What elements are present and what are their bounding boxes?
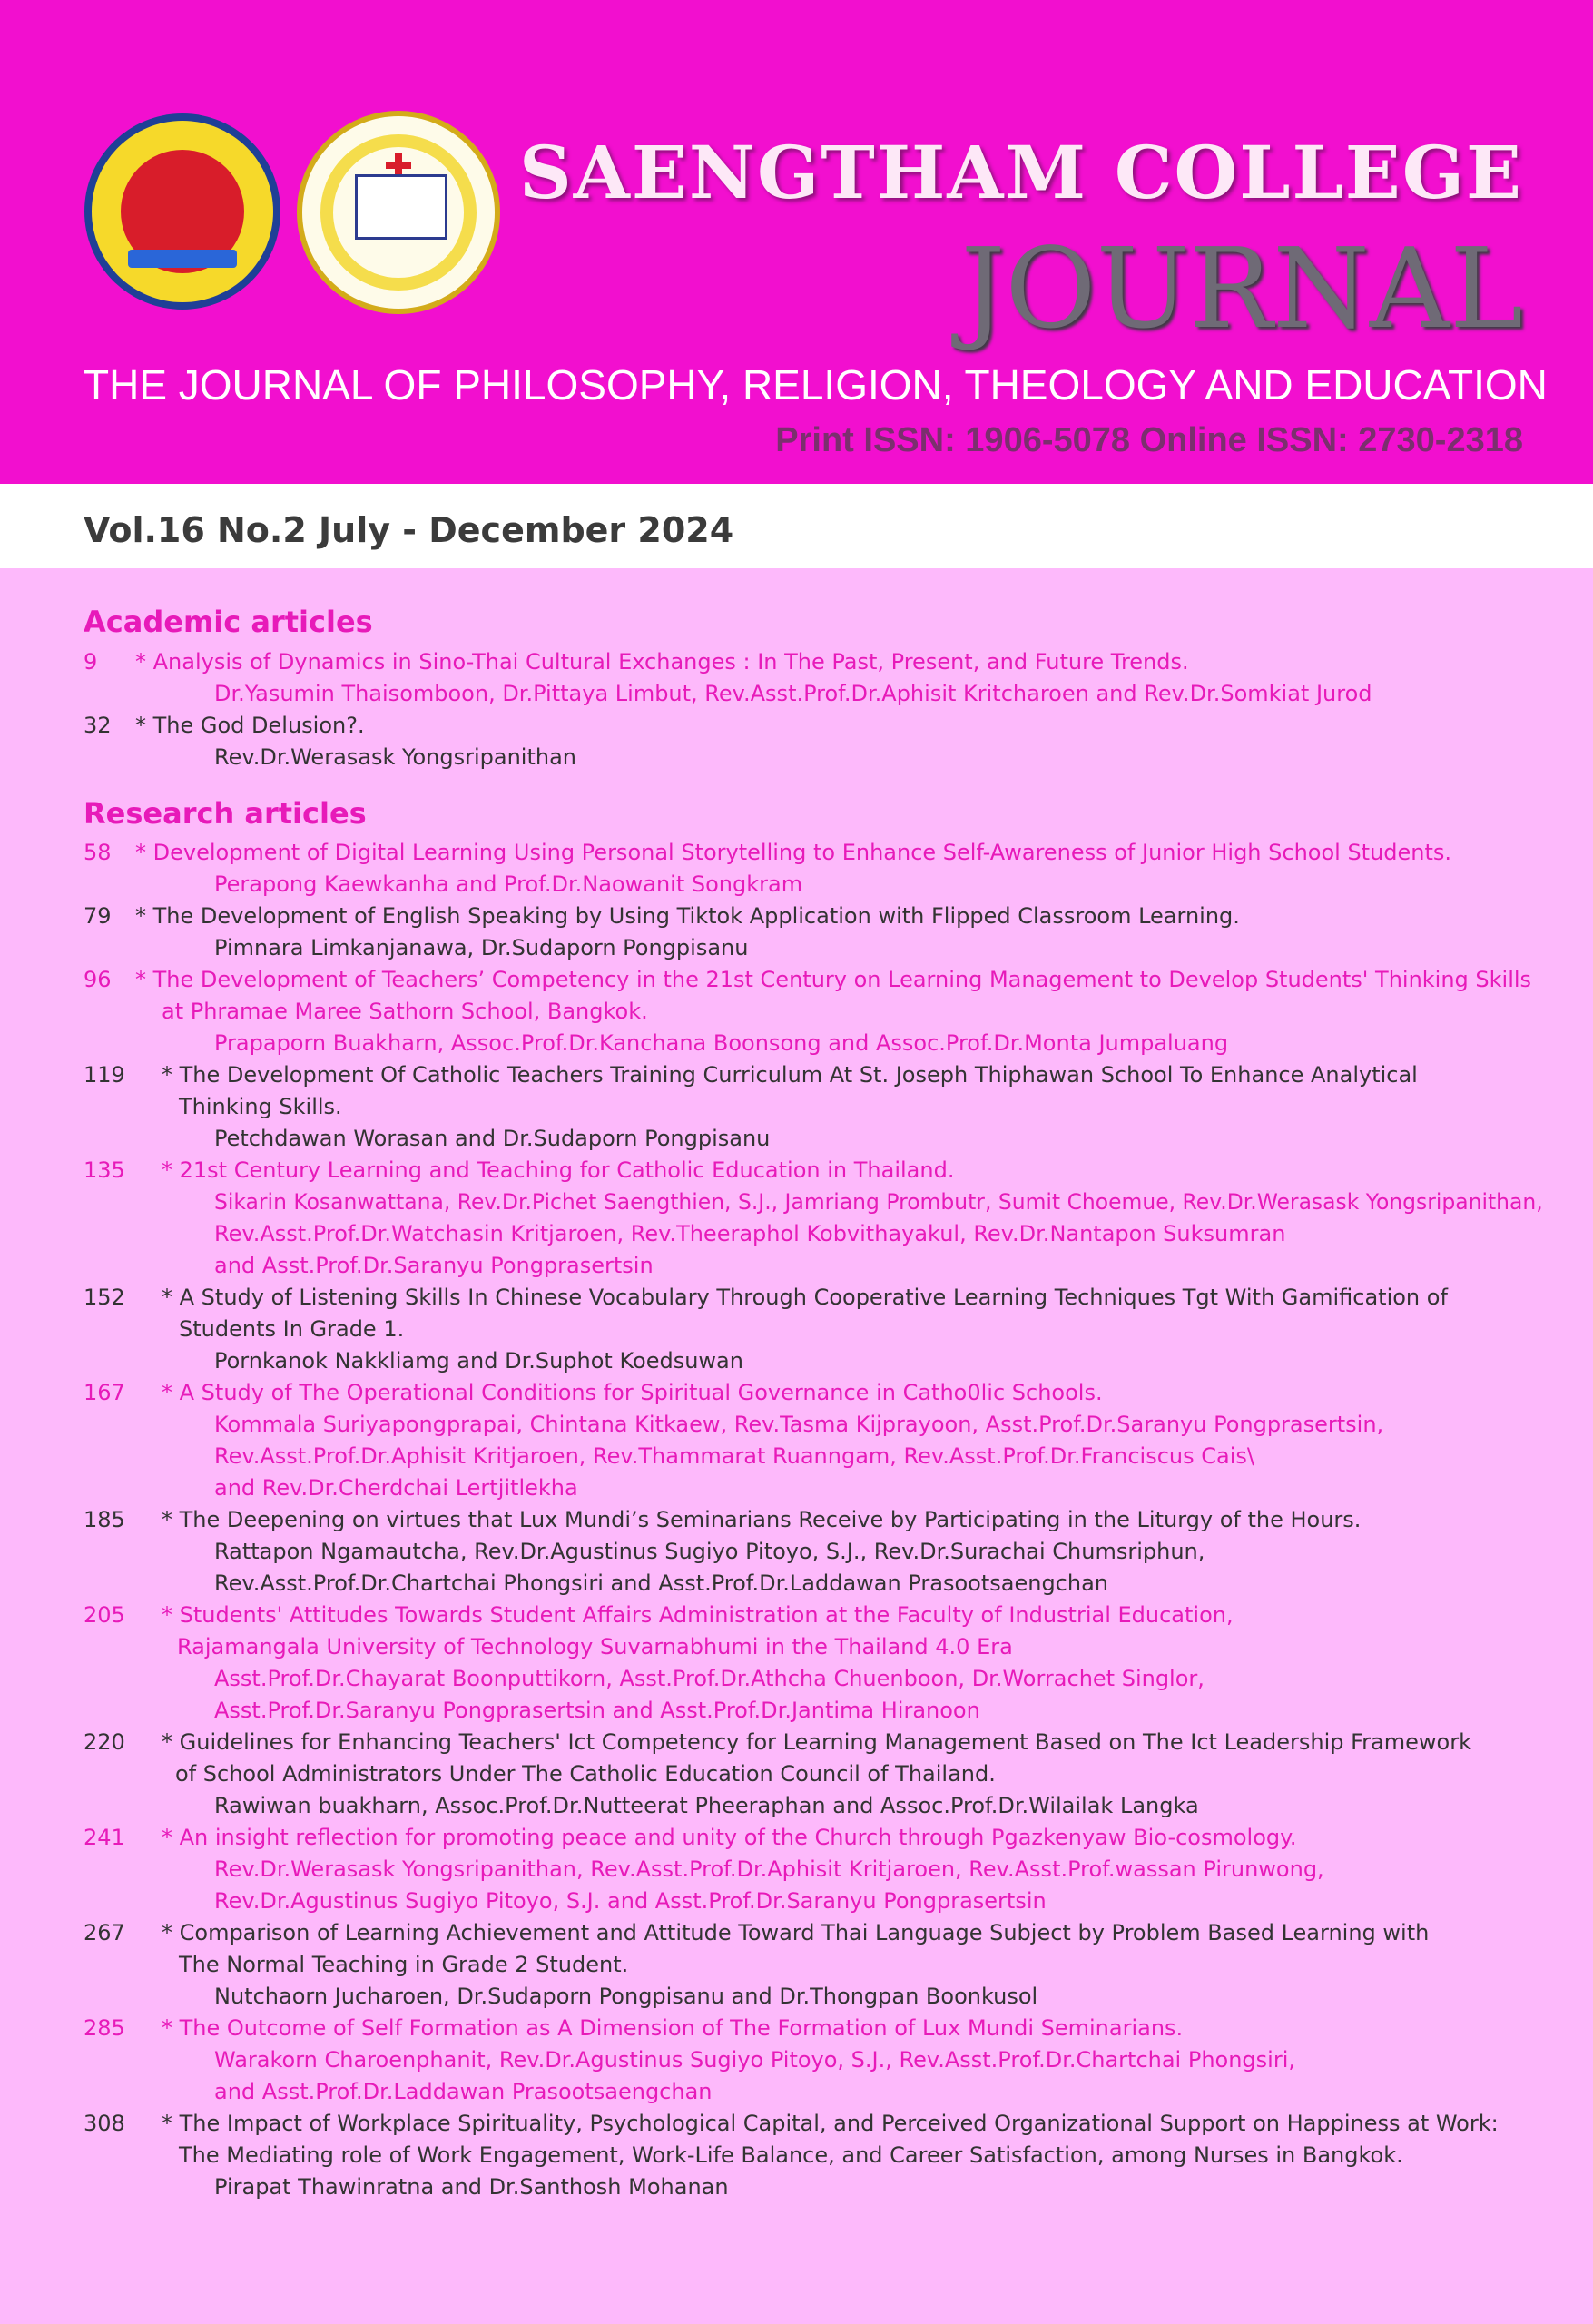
page-number: 58 xyxy=(84,840,112,865)
issn-line: Print ISSN: 1906-5078 Online ISSN: 2730-2318 xyxy=(775,421,1523,459)
article-authors: Rev.Asst.Prof.Dr.Chartchai Phongsiri and Asst.Prof.Dr.Laddawan Prasootsaengchan xyxy=(214,1571,1108,1596)
article-authors: Rev.Dr.Werasask Yongsripanithan, Rev.Asst.Prof.Dr.Aphisit Kritjaroen, Rev.Asst.Prof.wassan Pirunwong, xyxy=(214,1856,1324,1882)
page-number: 167 xyxy=(84,1380,125,1405)
college-title: SAENGTHAM COLLEGE xyxy=(519,130,1523,215)
article-authors: Rattapon Ngamautcha, Rev.Dr.Agustinus Sugiyo Pitoyo, S.J., Rev.Dr.Surachai Chumsriphun, xyxy=(214,1539,1205,1564)
article-title: * A Study of Listening Skills In Chinese Vocabulary Through Cooperative Learning Techniques Tgt With Gamification of xyxy=(162,1285,1448,1310)
page-number: 96 xyxy=(84,967,112,992)
article-authors: Rev.Dr.Agustinus Sugiyo Pitoyo, S.J. and Asst.Prof.Dr.Saranyu Pongprasertsin xyxy=(214,1888,1047,1914)
article-title-continued: Students In Grade 1. xyxy=(179,1316,405,1342)
page-number: 241 xyxy=(84,1825,125,1850)
article-title: * Students' Attitudes Towards Student Affairs Administration at the Faculty of Industrial Education, xyxy=(162,1602,1234,1628)
article-authors: Asst.Prof.Dr.Saranyu Pongprasertsin and Asst.Prof.Dr.Jantima Hiranoon xyxy=(214,1698,980,1723)
article-authors: Pirapat Thawinratna and Dr.Santhosh Mohanan xyxy=(214,2174,729,2200)
article-authors: Rev.Asst.Prof.Dr.Aphisit Kritjaroen, Rev.Thammarat Ruanngam, Rev.Asst.Prof.Dr.Franciscus Cais\ xyxy=(214,1443,1254,1469)
journal-subtitle: THE JOURNAL OF PHILOSOPHY, RELIGION, THEOLOGY AND EDUCATION xyxy=(84,361,1548,409)
article-authors: Kommala Suriyapongprapai, Chintana Kitkaew, Rev.Tasma Kijprayoon, Asst.Prof.Dr.Saranyu Pongprasertsin, xyxy=(214,1412,1384,1437)
logo-ribbon xyxy=(128,250,237,268)
article-title: * The God Delusion?. xyxy=(135,713,365,738)
article-title: * The Deepening on virtues that Lux Mundi’s Seminarians Receive by Participating in the Liturgy of the Hours. xyxy=(162,1507,1362,1532)
article-title-continued: at Phramae Maree Sathorn School, Bangkok. xyxy=(162,999,648,1024)
article-authors: Rev.Asst.Prof.Dr.Watchasin Kritjaroen, Rev.Theeraphol Kobvithayakul, Rev.Dr.Nantapon Suksumran xyxy=(214,1221,1286,1246)
page-number: 220 xyxy=(84,1729,125,1755)
journal-title: JOURNAL xyxy=(960,224,1523,353)
page-number: 205 xyxy=(84,1602,125,1628)
article-title: * Comparison of Learning Achievement and Attitude Toward Thai Language Subject by Problem Based Learning with xyxy=(162,1920,1430,1945)
article-authors: Petchdawan Worasan and Dr.Sudaporn Pongpisanu xyxy=(214,1126,771,1151)
page-number: 135 xyxy=(84,1157,125,1183)
article-title-continued: The Mediating role of Work Engagement, Work-Life Balance, and Career Satisfaction, among Nurses in Bangkok. xyxy=(179,2142,1403,2168)
article-authors: Asst.Prof.Dr.Chayarat Boonputtikorn, Asst.Prof.Dr.Athcha Chuenboon, Dr.Worrachet Singlor, xyxy=(214,1666,1205,1691)
article-title: * The Development of Teachers’ Competency in the 21st Century on Learning Management to Develop Students' Thinking Skills xyxy=(135,967,1532,992)
article-title: * 21st Century Learning and Teaching for Catholic Education in Thailand. xyxy=(162,1157,955,1183)
article-authors: Dr.Yasumin Thaisomboon, Dr.Pittaya Limbut, Rev.Asst.Prof.Dr.Aphisit Kritcharoen and Rev.Dr.Somkiat Jurod xyxy=(214,681,1372,706)
article-title-continued: Rajamangala University of Technology Suvarnabhumi in the Thailand 4.0 Era xyxy=(177,1634,1013,1659)
article-title: * The Outcome of Self Formation as A Dimension of The Formation of Lux Mundi Seminarians. xyxy=(162,2015,1184,2041)
page-number: 152 xyxy=(84,1285,125,1310)
article-authors: Nutchaorn Jucharoen, Dr.Sudaporn Pongpisanu and Dr.Thongpan Boonkusol xyxy=(214,1984,1038,2009)
page-number: 285 xyxy=(84,2015,125,2041)
article-authors: Perapong Kaewkanha and Prof.Dr.Naowanit Songkram xyxy=(214,872,803,897)
article-authors: Pornkanok Nakkliamg and Dr.Suphot Koedsuwan xyxy=(214,1348,743,1374)
page-number: 267 xyxy=(84,1920,125,1945)
article-title-continued: Thinking Skills. xyxy=(179,1094,342,1119)
saengtham-college-logo xyxy=(84,113,280,310)
page-number: 185 xyxy=(84,1507,125,1532)
article-authors: and Asst.Prof.Dr.Laddawan Prasootsaengchan xyxy=(214,2079,713,2104)
article-title: * A Study of The Operational Conditions for Spiritual Governance in Catho0lic Schools. xyxy=(162,1380,1103,1405)
article-authors: Prapaporn Buakharn, Assoc.Prof.Dr.Kanchana Boonsong and Assoc.Prof.Dr.Monta Jumpaluang xyxy=(214,1030,1229,1056)
page-number: 9 xyxy=(84,649,98,675)
article-title: * The Development Of Catholic Teachers Training Curriculum At St. Joseph Thiphawan School To Enhance Analytical xyxy=(162,1062,1418,1088)
cover-header xyxy=(0,0,1593,484)
article-title: * An insight reflection for promoting peace and unity of the Church through Pgazkenyaw Bio-cosmology. xyxy=(162,1825,1297,1850)
article-title-continued: of School Administrators Under The Catholic Education Council of Thailand. xyxy=(175,1761,996,1787)
catholic-education-council-logo xyxy=(297,111,500,314)
page-number: 119 xyxy=(84,1062,125,1088)
article-authors: Pimnara Limkanjanawa, Dr.Sudaporn Pongpisanu xyxy=(214,935,749,960)
page-number: 79 xyxy=(84,903,112,929)
article-authors: and Rev.Dr.Cherdchai Lertjitlekha xyxy=(214,1475,578,1501)
section-heading-research: Research articles xyxy=(84,796,367,831)
article-authors: Sikarin Kosanwattana, Rev.Dr.Pichet Saengthien, S.J., Jamriang Prombutr, Sumit Choemue, Rev.Dr.Werasask Yongsripanithan, xyxy=(214,1189,1543,1215)
book-icon xyxy=(355,174,447,240)
page-number: 32 xyxy=(84,713,112,738)
article-authors: Rev.Dr.Werasask Yongsripanithan xyxy=(214,744,577,770)
article-title-continued: The Normal Teaching in Grade 2 Student. xyxy=(179,1952,629,1977)
article-title: * Guidelines for Enhancing Teachers' Ict Competency for Learning Management Based on The Ict Leadership Framework xyxy=(162,1729,1471,1755)
volume-label: Vol.16 No.2 July - December 2024 xyxy=(84,510,734,550)
page-number: 308 xyxy=(84,2111,125,2136)
article-authors: and Asst.Prof.Dr.Saranyu Pongprasertsin xyxy=(214,1253,654,1278)
section-heading-academic: Academic articles xyxy=(84,605,373,639)
cross-icon-bar xyxy=(386,162,411,169)
article-title: * Development of Digital Learning Using Personal Storytelling to Enhance Self-Awareness of Junior High School Students. xyxy=(135,840,1452,865)
article-authors: Rawiwan buakharn, Assoc.Prof.Dr.Nutteerat Pheeraphan and Assoc.Prof.Dr.Wilailak Langka xyxy=(214,1793,1199,1818)
article-authors: Warakorn Charoenphanit, Rev.Dr.Agustinus Sugiyo Pitoyo, S.J., Rev.Asst.Prof.Dr.Chartchai Phongsiri, xyxy=(214,2047,1295,2073)
article-title: * The Impact of Workplace Spirituality, Psychological Capital, and Perceived Organizational Support on Happiness at Work: xyxy=(162,2111,1499,2136)
article-title: * The Development of English Speaking by Using Tiktok Application with Flipped Classroom Learning. xyxy=(135,903,1240,929)
article-title: * Analysis of Dynamics in Sino-Thai Cultural Exchanges : In The Past, Present, and Future Trends. xyxy=(135,649,1189,675)
